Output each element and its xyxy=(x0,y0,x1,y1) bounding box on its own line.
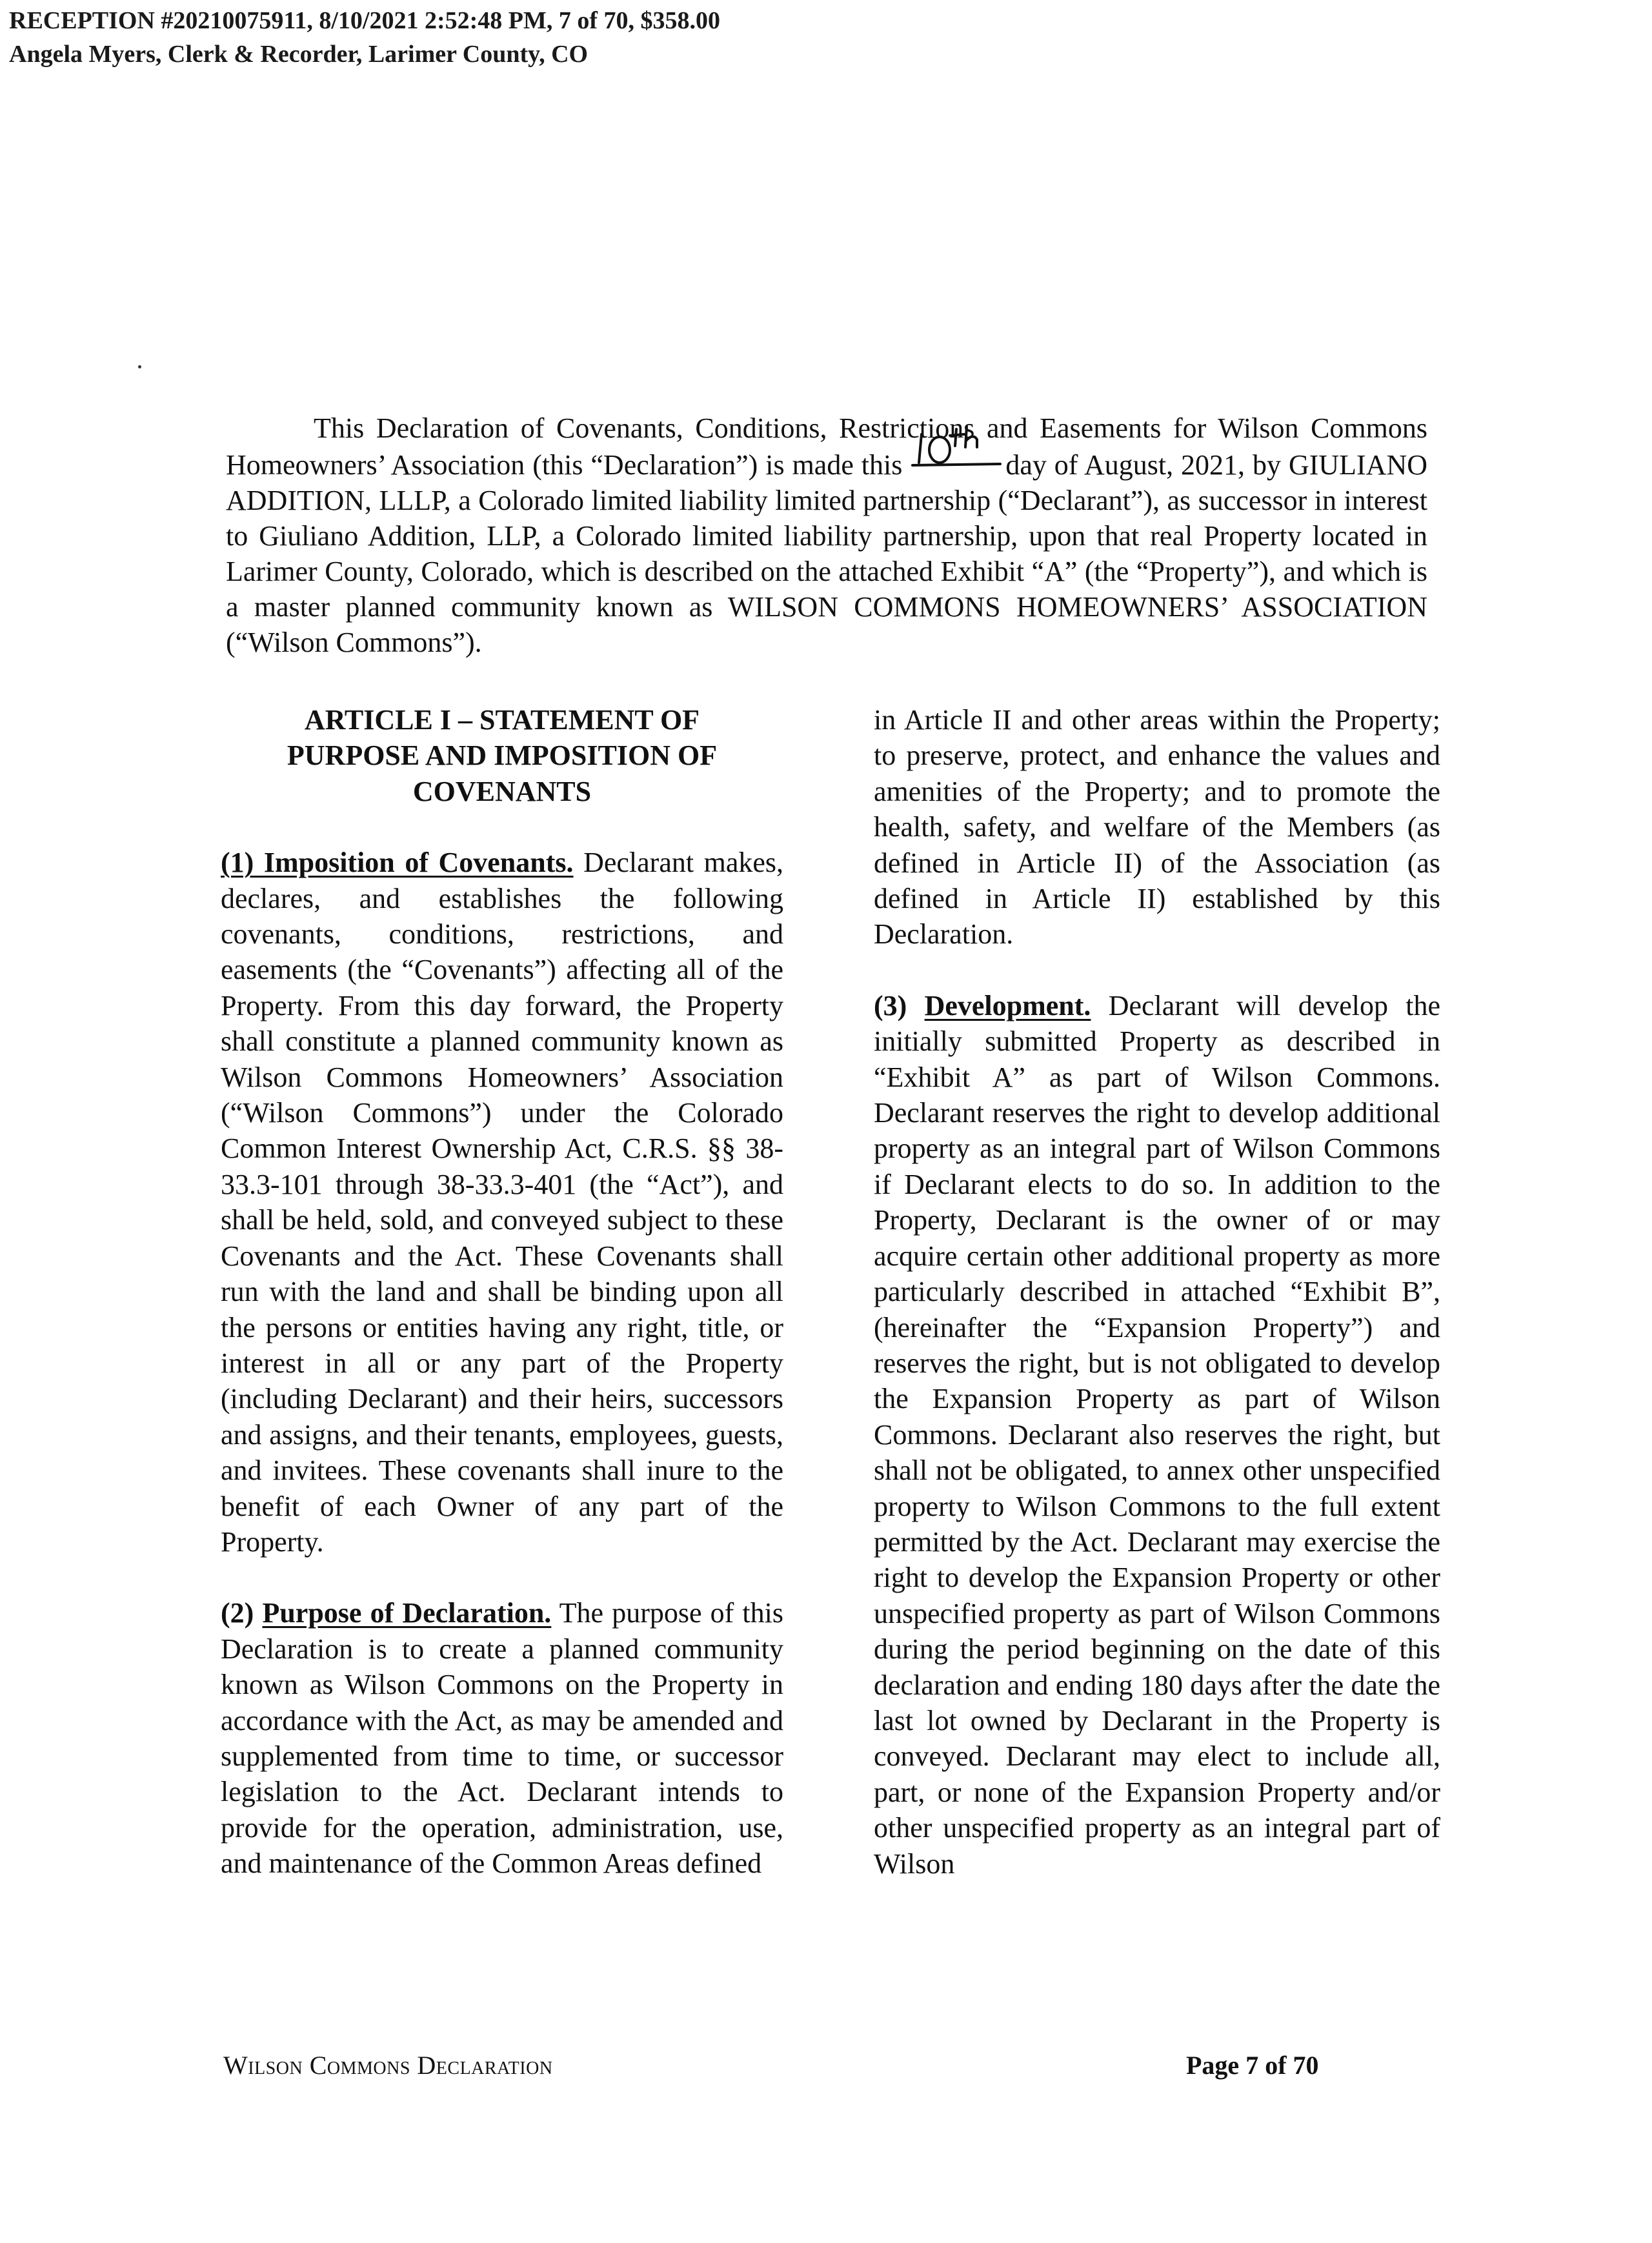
footer-document-title: Wilson Commons Declaration xyxy=(223,2051,553,2080)
footer-page-number: Page 7 of 70 xyxy=(1186,2051,1319,2080)
section-3-heading: Development. xyxy=(924,989,1091,1021)
handwritten-day xyxy=(910,446,1005,474)
article-title-line1: ARTICLE I – STATEMENT OF xyxy=(304,704,700,736)
left-column xyxy=(221,702,783,1882)
handwritten-day-svg xyxy=(910,420,1005,472)
section-2-continued: in Article II and other areas within the Property; to preserve, protect, and enhance the values and amenities of the Property; and to promote the health, safety, and welfare of the Members (as defined in Article II) of the Association (as defined in Article II) established by this Declaration. xyxy=(874,704,1440,951)
scan-speck xyxy=(138,365,141,368)
section-3-paragraph xyxy=(874,988,1440,1882)
recording-stamp-line1: RECEPTION #20210075911, 8/10/2021 2:52:48 PM, 7 of 70, $358.00 xyxy=(9,7,720,34)
section-1-heading: (1) Imposition of Covenants. xyxy=(221,847,574,879)
section-1-paragraph xyxy=(221,845,783,1560)
recording-stamp-line2: Angela Myers, Clerk & Recorder, Larimer County, CO xyxy=(9,41,589,68)
recording-stamp xyxy=(9,4,720,71)
section-2-heading: Purpose of Declaration. xyxy=(262,1597,552,1629)
article-title xyxy=(221,702,783,809)
section-2-number: (2) xyxy=(221,1597,254,1629)
section-2-paragraph xyxy=(221,1595,783,1881)
right-column xyxy=(874,702,1440,1882)
section-2-body: The purpose of this Declaration is to create a planned community known as Wilson Commons on the Property in accordance with the Act, as may be amended and supplemented from time to time, or successor legislation to the Act. Declarant intends to provide for the operation, administration, use, and maintenance of the Common Areas defined xyxy=(221,1597,783,1880)
section-3-body: Declarant will develop the initially submitted Property as described in “Exhibit A” as part of Wilson Commons. Declarant reserves the right to develop additional property as an integral part of Wilson Commons if Declarant elects to do so. In addition to the Property, Declarant is the owner of or may acquire certain other additional property as more particularly described in attached “Exhibit B”, (hereinafter the “Expansion Property”) and reserves the right, but is not obligated to develop the Expansion Property as part of Wilson Commons. Declarant also reserves the right, but shall not be obligated, to annex other unspecified property to Wilson Commons to the full extent permitted by the Act. Declarant may exercise the right to develop the Expansion Property or other unspecified property as part of Wilson Commons during the period beginning on the date of this declaration and ending 180 days after the date the last lot owned by Declarant in the Property is conveyed. Declarant may elect to include all, part, or none of the Expansion Property and/or other unspecified property as an integral part of Wilson xyxy=(874,989,1441,1880)
intro-paragraph xyxy=(226,410,1427,660)
article-title-line2: PURPOSE AND IMPOSITION OF xyxy=(287,739,718,772)
section-3-number: (3) xyxy=(874,989,907,1021)
intro-text-part2: day of August, 2021, by GIULIANO ADDITION, LLLP, a Colorado limited liability limited partnership (“Declarant”), as successor in interest to Giuliano Addition, LLP, a Colorado limited liability partnership, upon that real Property located in Larimer County, Colorado, which is described on the attached Exhibit “A” (the “Property”), and which is a master planned community known as WILSON COMMONS HOMEOWNERS’ ASSOCIATION (“Wilson Commons”). xyxy=(226,449,1428,658)
section-1-body: Declarant makes, declares, and establishes the following covenants, conditions, restrictions, and easements (the “Covenants”) affecting all of the Property. From this day forward, the Property shall constitute a planned community known as Wilson Commons Homeowners’ Association (“Wilson Commons”) under the Colorado Common Interest Ownership Act, C.R.S. §§ 38-33.3-101 through 38-33.3-401 (the “Act”), and shall be held, sold, and conveyed subject to these Covenants and the Act. These Covenants shall run with the land and shall be binding upon all the persons or entities having any right, title, or interest in all or any part of the Property (including Declarant) and their heirs, successors and assigns, and their tenants, employees, guests, and invitees. These covenants shall inure to the benefit of each Owner of any part of the Property. xyxy=(221,847,784,1558)
article-title-line3: COVENANTS xyxy=(412,775,592,807)
intro-text-part1: This Declaration of Covenants, Conditions, Restrictions and Easements for Wilson Commons Homeowners’ Association (this “Declaration”) is made this xyxy=(226,412,1427,481)
